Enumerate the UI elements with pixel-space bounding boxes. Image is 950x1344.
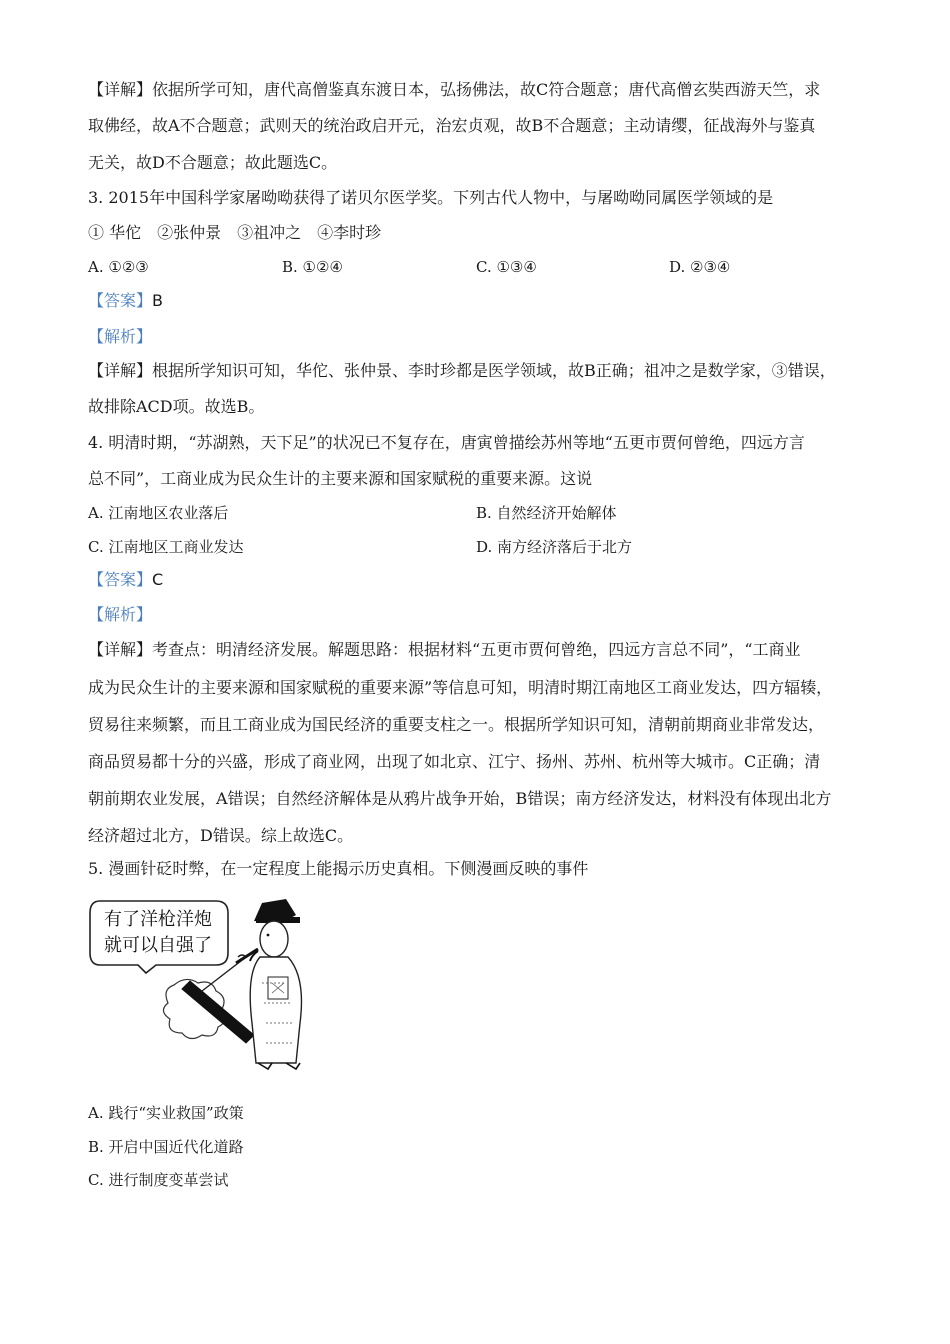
q5-stem: 5. 漫画针砭时弊，在一定程度上能揭示历史真相。下侧漫画反映的事件	[88, 859, 589, 878]
detail-label: 【详解】	[88, 80, 153, 99]
detail-label: 【详解】	[88, 361, 153, 380]
q3-option-d: D. ②③④	[669, 258, 731, 276]
q4-analysis-label: 【解析】	[88, 605, 153, 624]
q5-option-a: A. 践行“实业救国”政策	[88, 1104, 244, 1122]
cartoon-image	[86, 893, 336, 1073]
q4-detail-line-1	[88, 640, 801, 660]
q4-detail-line-2: 成为民众生计的主要来源和国家赋税的重要来源”等信息可知，明清时期江南地区工商业发达，四方辐辏，	[88, 678, 833, 697]
q3-analysis-label: 【解析】	[88, 327, 153, 346]
q5-option-b: B. 开启中国近代化道路	[88, 1138, 244, 1156]
q4-option-b: B. 自然经济开始解体	[476, 504, 617, 522]
answer-label: 【答案】	[88, 291, 153, 310]
answer-value: C	[152, 570, 164, 589]
q3-items: ① 华佗 ②张仲景 ③祖冲之 ④李时珍	[88, 223, 382, 242]
q5-option-c: C. 进行制度变革尝试	[88, 1171, 229, 1189]
detail-text: 考查点：明清经济发展。解题思路：根据材料“五更市贾何曾绝，四远方言总不同”，“工商业	[152, 640, 801, 659]
answer-label: 【答案】	[88, 570, 153, 589]
q2-detail-line-2: 取佛经，故A不合题意；武则天的统治政启开元，治宏贞观，故B不合题意；主动请缨，征战海外与鉴真	[88, 116, 816, 135]
q4-answer	[88, 570, 163, 590]
q3-stem: 3. 2015年中国科学家屠呦呦获得了诺贝尔医学奖。下列古代人物中，与屠呦呦同属医学领域的是	[88, 188, 774, 207]
q4-stem-line-1: 4. 明清时期，“苏湖熟，天下足”的状况已不复存在，唐寅曾描绘苏州等地“五更市贾何曾绝，四远方言	[88, 433, 805, 452]
q4-detail-line-5: 朝前期农业发展，A错误；自然经济解体是从鸦片战争开始，B错误；南方经济发达，材料没有体现出北方	[88, 789, 832, 808]
q4-detail-line-6: 经济超过北方，D错误。综上故选C。	[88, 826, 354, 845]
q2-detail-line-1	[88, 80, 820, 100]
answer-value: B	[152, 291, 163, 310]
q4-detail-line-4: 商品贸易都十分的兴盛，形成了商业网，出现了如北京、江宁、扬州、苏州、杭州等大城市。C正确；清	[88, 752, 821, 771]
q4-stem-line-2: 总不同”，工商业成为民众生计的主要来源和国家赋税的重要来源。这说	[88, 469, 593, 488]
q3-answer	[88, 291, 163, 311]
bubble-text-line-2: 就可以自强了	[104, 935, 212, 956]
q4-option-a: A. 江南地区农业落后	[88, 504, 229, 522]
q4-option-d: D. 南方经济落后于北方	[476, 538, 633, 556]
q2-detail-line-3: 无关，故D不合题意；故此题选C。	[88, 153, 338, 172]
detail-text: 根据所学知识可知，华佗、张仲景、李时珍都是医学领域，故B正确；祖冲之是数学家，③错误，	[152, 361, 836, 380]
q3-detail-line-2: 故排除ACD项。故选B。	[88, 397, 265, 416]
detail-label: 【详解】	[88, 640, 153, 659]
q3-detail-line-1	[88, 361, 836, 381]
q3-option-c: C. ①③④	[476, 258, 537, 276]
q3-option-a: A. ①②③	[88, 258, 149, 276]
detail-text: 依据所学可知，唐代高僧鉴真东渡日本，弘扬佛法，故C符合题意；唐代高僧玄奘西游天竺，求	[152, 80, 821, 99]
bubble-text-line-1: 有了洋枪洋炮	[104, 909, 212, 930]
q3-option-b: B. ①②④	[282, 258, 343, 276]
q4-detail-line-3: 贸易往来频繁，而且工商业成为国民经济的重要支柱之一。根据所学知识可知，清朝前期商业非常发达，	[88, 715, 825, 734]
q4-option-c: C. 江南地区工商业发达	[88, 538, 244, 556]
